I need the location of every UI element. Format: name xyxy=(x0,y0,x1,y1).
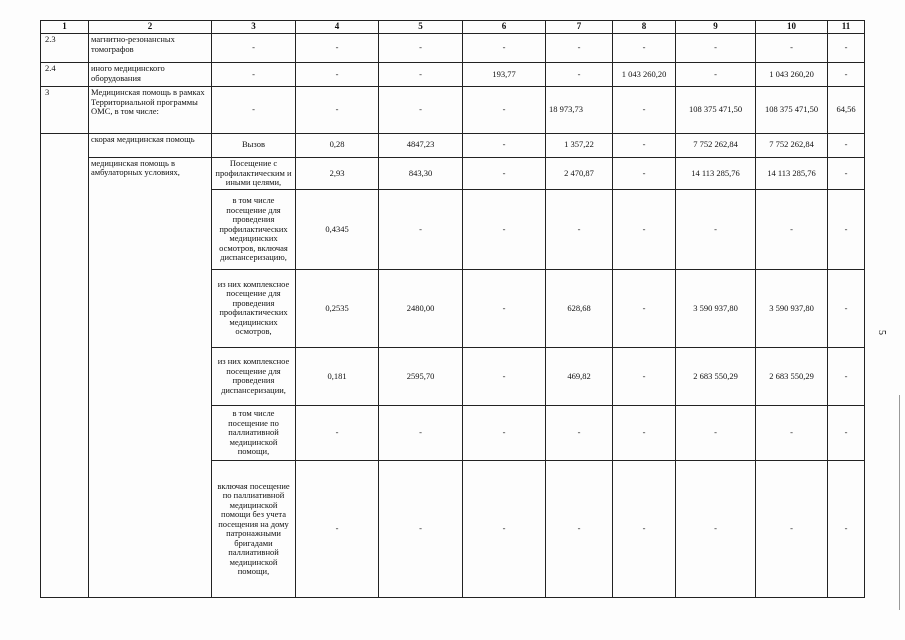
value-cell: - xyxy=(463,34,546,63)
header-cell: 1 xyxy=(41,21,89,34)
value-cell: - xyxy=(756,189,828,269)
unit-cell: из них комплексное посещение для проведения профилактических медицинских осмотров, xyxy=(212,270,296,347)
value-cell: 64,56 xyxy=(828,87,865,133)
unit-cell: - xyxy=(212,34,296,63)
value-cell: - xyxy=(613,133,676,157)
value-cell: - xyxy=(756,405,828,460)
value-cell: - xyxy=(828,34,865,63)
row-number xyxy=(41,133,89,597)
table-row xyxy=(41,157,865,189)
value-cell: 1 043 260,20 xyxy=(756,63,828,87)
value-cell: - xyxy=(296,34,379,63)
value-cell: - xyxy=(828,133,865,157)
value-cell: - xyxy=(546,34,613,63)
value-cell: - xyxy=(379,63,463,87)
header-cell: 9 xyxy=(676,21,756,34)
header-cell: 10 xyxy=(756,21,828,34)
value-cell: - xyxy=(463,405,546,460)
value-cell: - xyxy=(379,34,463,63)
header-row xyxy=(41,21,865,34)
value-cell: - xyxy=(463,133,546,157)
value-cell: - xyxy=(613,461,676,598)
header-cell: 7 xyxy=(546,21,613,34)
value-cell: - xyxy=(613,87,676,133)
row-number: 2.4 xyxy=(41,63,89,87)
value-cell: - xyxy=(463,270,546,347)
unit-cell: Вызов xyxy=(212,133,296,157)
value-cell: - xyxy=(613,189,676,269)
value-cell: - xyxy=(828,157,865,189)
value-cell: 0,4345 xyxy=(296,189,379,269)
value-cell: - xyxy=(613,405,676,460)
value-cell: 469,82 xyxy=(546,347,613,405)
value-cell: 14 113 285,76 xyxy=(676,157,756,189)
value-cell: - xyxy=(613,270,676,347)
value-cell: 2 683 550,29 xyxy=(756,347,828,405)
value-cell: 2595,70 xyxy=(379,347,463,405)
page-number: 5 xyxy=(876,330,887,335)
unit-cell: включая посещение по паллиативной медицинской помощи без учета посещения на дому патронажными бригадами паллиативной медицинской помощи, xyxy=(212,461,296,598)
value-cell: - xyxy=(379,87,463,133)
value-cell: - xyxy=(463,87,546,133)
row-name: медицинская помощь в амбулаторных условиях, xyxy=(89,157,212,597)
header-cell: 8 xyxy=(613,21,676,34)
value-cell: 0,181 xyxy=(296,347,379,405)
value-cell: 0,28 xyxy=(296,133,379,157)
unit-cell: - xyxy=(212,87,296,133)
header-cell: 5 xyxy=(379,21,463,34)
header-cell: 6 xyxy=(463,21,546,34)
unit-cell: - xyxy=(212,63,296,87)
unit-cell: в том числе посещение для проведения профилактических медицинских осмотров, включая диспансеризацию, xyxy=(212,189,296,269)
value-cell: 3 590 937,80 xyxy=(676,270,756,347)
row-name: магнитно-резонансных томографов xyxy=(89,34,212,63)
value-cell: - xyxy=(546,189,613,269)
value-cell: - xyxy=(828,461,865,598)
value-cell: - xyxy=(828,405,865,460)
value-cell: - xyxy=(379,405,463,460)
value-cell: - xyxy=(463,189,546,269)
header-cell: 11 xyxy=(828,21,865,34)
value-cell: - xyxy=(296,87,379,133)
value-cell: - xyxy=(546,461,613,598)
value-cell: 108 375 471,50 xyxy=(676,87,756,133)
value-cell: 2 683 550,29 xyxy=(676,347,756,405)
value-cell: 4847,23 xyxy=(379,133,463,157)
value-cell: 2480,00 xyxy=(379,270,463,347)
value-cell: - xyxy=(828,63,865,87)
value-cell: 108 375 471,50 xyxy=(756,87,828,133)
value-cell: 7 752 262,84 xyxy=(676,133,756,157)
value-cell: - xyxy=(296,63,379,87)
budget-table xyxy=(40,20,865,598)
unit-cell: из них комплексное посещение для проведения диспансеризации, xyxy=(212,347,296,405)
value-cell: - xyxy=(828,189,865,269)
value-cell: - xyxy=(676,34,756,63)
value-cell: - xyxy=(379,189,463,269)
value-cell: - xyxy=(463,347,546,405)
value-cell: - xyxy=(296,405,379,460)
value-cell: 3 590 937,80 xyxy=(756,270,828,347)
row-number: 3 xyxy=(41,87,89,133)
value-cell: - xyxy=(463,461,546,598)
value-cell: - xyxy=(676,63,756,87)
value-cell: - xyxy=(613,34,676,63)
value-cell: - xyxy=(828,347,865,405)
value-cell: 1 043 260,20 xyxy=(613,63,676,87)
unit-cell: в том числе посещение по паллиативной медицинской помощи, xyxy=(212,405,296,460)
value-cell: - xyxy=(379,461,463,598)
value-cell: 1 357,22 xyxy=(546,133,613,157)
value-cell: - xyxy=(756,461,828,598)
value-cell: - xyxy=(676,405,756,460)
value-cell: - xyxy=(546,405,613,460)
value-cell: - xyxy=(756,34,828,63)
scan-edge-line xyxy=(899,395,900,610)
value-cell: - xyxy=(613,347,676,405)
value-cell: - xyxy=(676,461,756,598)
row-name: скорая медицинская помощь xyxy=(89,133,212,157)
table-row xyxy=(41,34,865,63)
value-cell: 628,68 xyxy=(546,270,613,347)
value-cell: - xyxy=(676,189,756,269)
value-cell: 18 973,73 xyxy=(546,87,613,133)
value-cell: 2,93 xyxy=(296,157,379,189)
value-cell: 843,30 xyxy=(379,157,463,189)
value-cell: - xyxy=(463,157,546,189)
value-cell: 14 113 285,76 xyxy=(756,157,828,189)
table-row xyxy=(41,133,865,157)
table-row xyxy=(41,63,865,87)
row-number: 2.3 xyxy=(41,34,89,63)
value-cell: - xyxy=(546,63,613,87)
value-cell: 0,2535 xyxy=(296,270,379,347)
value-cell: 193,77 xyxy=(463,63,546,87)
value-cell: - xyxy=(296,461,379,598)
value-cell: 2 470,87 xyxy=(546,157,613,189)
header-cell: 2 xyxy=(89,21,212,34)
row-name: иного медицинского оборудования xyxy=(89,63,212,87)
header-cell: 4 xyxy=(296,21,379,34)
value-cell: 7 752 262,84 xyxy=(756,133,828,157)
value-cell: - xyxy=(828,270,865,347)
value-cell: - xyxy=(613,157,676,189)
unit-cell: Посещение с профилактическим и иными целями, xyxy=(212,157,296,189)
row-name: Медицинская помощь в рамках Территориальной программы ОМС, в том числе: xyxy=(89,87,212,133)
header-cell: 3 xyxy=(212,21,296,34)
table-row xyxy=(41,87,865,133)
